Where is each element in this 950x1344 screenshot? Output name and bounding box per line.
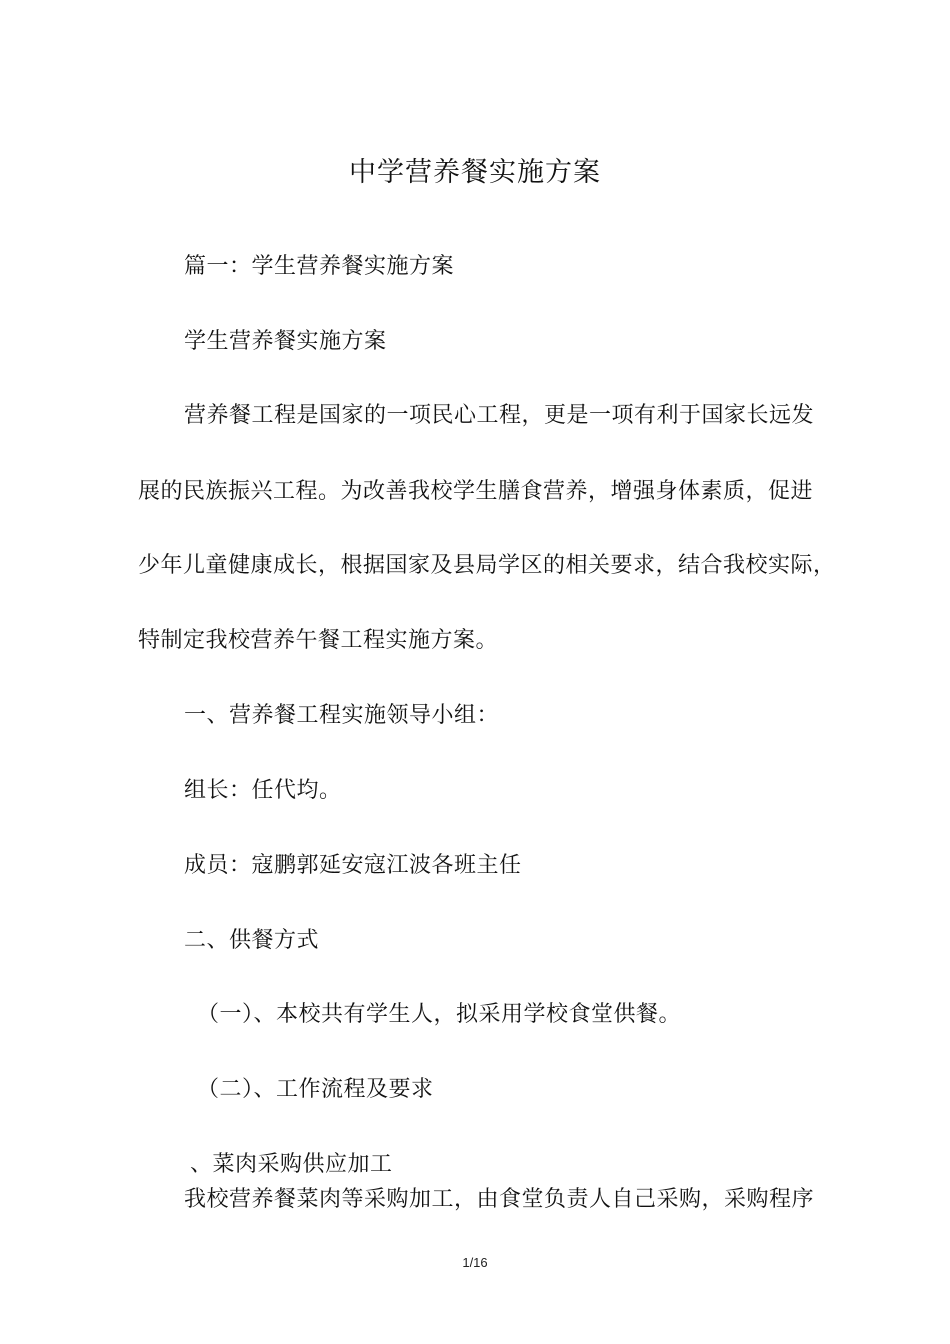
- document-title: 中学营养餐实施方案: [349, 157, 601, 188]
- subtitle: 学生营养餐实施方案: [184, 329, 387, 354]
- subsection-two: （二）、工作流程及要求: [197, 1077, 434, 1102]
- section-heading-leadership: 一、营养餐工程实施领导小组：: [184, 703, 500, 728]
- paragraph-line-1: 营养餐工程是国家的一项民心工程，更是一项有利于国家长远发: [184, 403, 815, 428]
- subsection-one: （一）、本校共有学生人，拟采用学校食堂供餐。: [197, 1002, 682, 1027]
- section-heading-part-one: 篇一：学生营养餐实施方案: [184, 254, 455, 279]
- section-heading-meal-supply: 二、供餐方式: [184, 928, 320, 953]
- item-procurement-heading: 、菜肉采购供应加工: [190, 1152, 393, 1177]
- group-leader: 组长：任代均。: [184, 778, 342, 803]
- paragraph-line-3: 少年儿童健康成长，根据国家及县局学区的相关要求，结合我校实际，: [138, 553, 836, 578]
- group-members: 成员：寇鹏郭延安寇江波各班主任: [184, 853, 522, 878]
- page-number: 1/16: [462, 1255, 488, 1270]
- paragraph-line-2: 展的民族振兴工程。为改善我校学生膳食营养，增强身体素质，促进: [138, 479, 814, 504]
- paragraph-line-4: 特制定我校营养午餐工程实施方案。: [138, 628, 499, 653]
- paragraph-procurement: 我校营养餐菜肉等采购加工，由食堂负责人自己采购，采购程序: [184, 1187, 815, 1212]
